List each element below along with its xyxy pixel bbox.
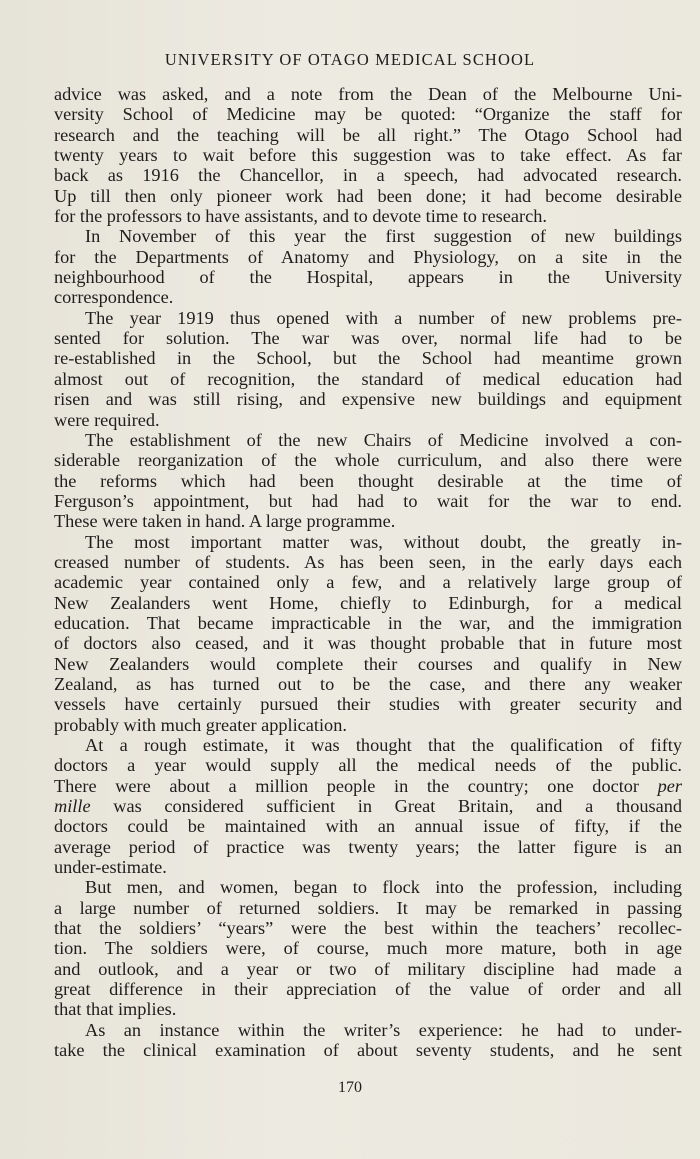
- text-line: doctors could be maintained with an annual issue of fifty, if the: [54, 816, 682, 837]
- text-line: [54, 796, 682, 816]
- text-line: education. That became impracticable in the war, and the immigration: [54, 612, 682, 633]
- text-line: almost out of recognition, the standard of medical education had: [54, 368, 682, 389]
- text-line: probably with much greater application.: [54, 714, 347, 735]
- text-line: correspondence.: [54, 287, 174, 308]
- text-line: take the clinical examination of about seventy students, and he sent: [54, 1040, 682, 1061]
- text-line: great difference in their appreciation of the value of order and all: [54, 979, 682, 1000]
- text-line: back as 1916 the Chancellor, in a speech, had advocated research.: [54, 165, 682, 186]
- italic-word: per: [657, 775, 682, 796]
- text-line: neighbourhood of the Hospital, appears in the University: [54, 267, 682, 288]
- text-line: Up till then only pioneer work had been done; it had become desirable: [54, 185, 682, 206]
- text-line: At a rough estimate, it was thought that the qualification of fifty: [85, 735, 682, 755]
- text-line: creased number of students. As has been seen, in the early days each: [54, 551, 682, 572]
- text-line: academic year contained only a few, and a relatively large group of: [54, 572, 682, 593]
- text-line: under-estimate.: [54, 857, 167, 878]
- text-line: As an instance within the writer’s experience: he had to under-: [85, 1019, 682, 1040]
- text-line: risen and was still rising, and expensive new buildings and equipment: [54, 389, 682, 410]
- italic-word: mille: [54, 796, 91, 817]
- text-line: and outlook, and a year or two of military discipline had made a: [54, 958, 682, 979]
- text-line: research and the teaching will be all right.” The Otago School had: [54, 124, 682, 145]
- text-line: tion. The soldiers were, of course, much more mature, both in age: [54, 938, 682, 959]
- text-line: average period of practice was twenty years; the latter figure is an: [54, 836, 682, 857]
- text-line: New Zealanders would complete their courses and qualify in New: [54, 653, 682, 674]
- text-line: These were taken in hand. A large programme.: [54, 511, 396, 532]
- text-line: twenty years to wait before this suggestion was to take effect. As far: [54, 145, 682, 166]
- text-line: [54, 776, 682, 796]
- text-line: The year 1919 thus opened with a number of new problems pre-: [85, 307, 682, 328]
- text-line: siderable reorganization of the whole curriculum, and also there were: [54, 450, 682, 471]
- text-line: versity School of Medicine may be quoted: “Organize the staff for: [54, 104, 682, 125]
- text-line: advice was asked, and a note from the Dean of the Melbourne Uni-: [54, 84, 682, 104]
- text-line: of doctors also ceased, and it was thought probable that in future most: [54, 633, 682, 654]
- text-line: The most important matter was, without doubt, the greatly in-: [85, 531, 682, 552]
- text-line: In November of this year the first suggestion of new buildings: [85, 226, 682, 247]
- running-head: UNIVERSITY OF OTAGO MEDICAL SCHOOL: [164, 50, 536, 69]
- page-number: 170: [338, 1079, 362, 1096]
- line-text: was considered sufficient in Great Britain, and a thousand: [113, 796, 682, 817]
- body-text: [54, 84, 682, 1061]
- text-line: a large number of returned soldiers. It may be remarked in passing: [54, 897, 682, 918]
- text-line: for the professors to have assistants, and to devote time to research.: [54, 206, 547, 227]
- text-line: that the soldiers’ “years” were the best within the teachers’ recollec-: [54, 918, 682, 939]
- text-line: Ferguson’s appointment, but had had to wait for the war to end.: [54, 490, 682, 511]
- text-line: But men, and women, began to flock into the profession, including: [85, 877, 682, 898]
- text-line: The establishment of the new Chairs of Medicine involved a con-: [85, 429, 682, 450]
- text-line: New Zealanders went Home, chiefly to Edinburgh, for a medical: [54, 592, 682, 613]
- text-line: were required.: [54, 409, 160, 430]
- text-line: Zealand, as has turned out to be the case, and there any weaker: [54, 673, 682, 694]
- text-line: sented for solution. The war was over, normal life had to be: [54, 328, 682, 349]
- text-line: vessels have certainly pursued their studies with greater security and: [54, 694, 682, 715]
- line-text: There were about a million people in the country; one doctor: [54, 775, 640, 796]
- text-line: that that implies.: [54, 999, 177, 1020]
- text-line: the reforms which had been thought desirable at the time of: [54, 470, 682, 491]
- text-line: for the Departments of Anatomy and Physiology, on a site in the: [54, 246, 682, 267]
- text-line: re-established in the School, but the School had meantime grown: [54, 348, 682, 369]
- text-line: doctors a year would supply all the medical needs of the public.: [54, 755, 682, 776]
